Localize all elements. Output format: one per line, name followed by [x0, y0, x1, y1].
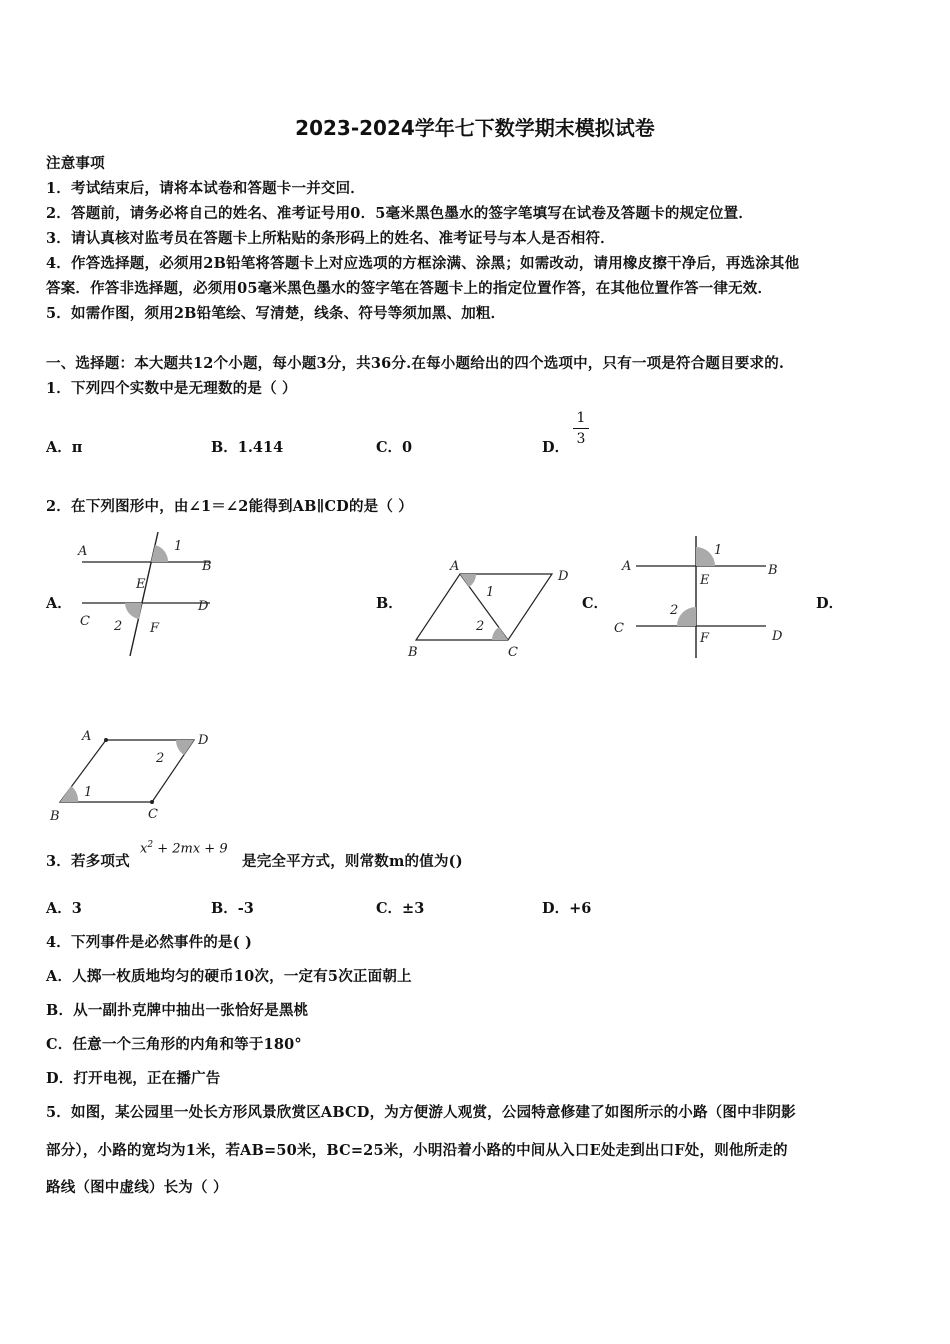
label-b: B [202, 559, 212, 574]
label-b: B [50, 809, 60, 824]
question-3-stem-pre: 3．若多项式 [46, 853, 130, 870]
q1-option-b: B．1.414 [211, 439, 284, 456]
angle-2-label: 2 [114, 619, 123, 634]
notice-item: 3．请认真核对监考员在答题卡上所粘贴的条形码上的姓名、准考证号与本人是否相符． [46, 230, 615, 247]
angle-1-label: 1 [486, 585, 495, 600]
label-a: A [450, 559, 460, 574]
label-a: A [78, 544, 88, 559]
label-c: C [614, 621, 624, 636]
label-d: D [198, 599, 209, 614]
angle-1-label: 1 [714, 543, 723, 558]
question-5-line: 路线（图中虚线）长为（ ） [46, 1179, 228, 1196]
question-3-stem-post: 是完全平方式，则常数m的值为() [242, 853, 463, 870]
label-e: E [136, 577, 146, 592]
poly-x: x [140, 841, 148, 857]
angle-1-mark [460, 574, 476, 587]
q4-option-a: A．人掷一枚质地均匀的硬币10次，一定有5次正面朝上 [46, 968, 412, 985]
label-f: F [700, 631, 710, 646]
angle-2-mark [176, 740, 194, 755]
fraction-numerator: 1 [576, 410, 586, 426]
angle-1-label: 1 [84, 785, 93, 800]
vertex-a-dot [104, 738, 108, 742]
notice-item: 答案．作答非选择题，必须用05毫米黑色墨水的签字笔在答题卡上的指定位置作答，在其他位置作答一律无效． [46, 280, 773, 297]
notice-item: 5．如需作图，须用2B铅笔绘、写清楚，线条、符号等须加黑、加粗． [46, 305, 506, 322]
poly-rest: + 2mx + 9 [153, 841, 228, 857]
section-heading: 一、选择题：本大题共12个小题，每小题3分，共36分.在每小题给出的四个选项中，只有一项是符合题目要求的. [46, 355, 785, 372]
q4-option-c: C．任意一个三角形的内角和等于180° [46, 1036, 302, 1053]
angle-2-mark [125, 603, 142, 619]
figure-a [70, 530, 230, 660]
question-1-stem: 1．下列四个实数中是无理数的是（ ） [46, 380, 297, 397]
fraction-denominator: 3 [576, 431, 586, 447]
angle-1-label: 1 [174, 539, 183, 554]
q1-option-c: C．0 [376, 439, 413, 456]
angle-1-mark [60, 786, 78, 802]
label-c: C [80, 614, 90, 629]
q3-option-b: B．-3 [211, 900, 254, 917]
label-d: D [772, 629, 783, 644]
label-d: D [198, 733, 209, 748]
q1-option-d: D． [542, 439, 570, 456]
parallelogram [60, 740, 194, 802]
poly-exponent: 2 [147, 840, 154, 850]
label-c: C [148, 807, 158, 822]
vertex-c-dot [150, 800, 154, 804]
angle-2-label: 2 [670, 603, 679, 618]
label-a: A [82, 729, 92, 744]
q3-option-c: C．±3 [376, 900, 425, 917]
figure-d [44, 724, 224, 828]
figure-b [404, 556, 579, 661]
notice-heading: 注意事项 [46, 155, 105, 172]
angle-1-mark [151, 545, 168, 562]
label-c: C [508, 645, 518, 660]
q3-option-a: A．3 [46, 900, 82, 917]
notice-item: 4．作答选择题，必须用2B铅笔将答题卡上对应选项的方框涂满、涂黑；如需改动，请用橡皮擦干净后，再选涂其他 [46, 255, 800, 272]
q1-option-a: A．π [46, 439, 83, 456]
label-e: E [700, 573, 710, 588]
label-a: A [622, 559, 632, 574]
question-5-line: 5．如图，某公园里一处长方形风景欣赏区ABCD，为方便游人观赏，公园特意修建了如图所示的小路（图中非阴影 [46, 1104, 796, 1121]
question-5-line: 部分），小路的宽均为1米，若AB=50米，BC=25米，小明沿着小路的中间从入口E处走到出口F处，则他所走的 [46, 1142, 788, 1159]
label-f: F [150, 621, 160, 636]
angle-2-mark [492, 627, 508, 640]
angle-1-mark [696, 547, 715, 566]
q2-label-a: A． [46, 595, 72, 612]
fraction-one-third [573, 410, 589, 447]
figure-c [610, 534, 790, 660]
question-2-stem: 2．在下列图形中，由∠1＝∠2能得到AB∥CD的是（ ） [46, 498, 414, 515]
q4-option-d: D．打开电视，正在播广告 [46, 1070, 221, 1087]
q2-label-c: C． [582, 595, 609, 612]
polynomial-expression [140, 840, 228, 856]
question-4-stem: 4．下列事件是必然事件的是( ) [46, 934, 253, 951]
angle-2-label: 2 [156, 751, 165, 766]
page-title: 2023-2024学年七下数学期末模拟试卷 [295, 116, 655, 140]
q3-option-d: D．+6 [542, 900, 592, 917]
label-b: B [768, 563, 778, 578]
q2-label-b: B． [376, 595, 403, 612]
q2-label-d: D． [816, 595, 844, 612]
angle-2-label: 2 [476, 619, 485, 634]
fraction-bar [573, 428, 589, 429]
angle-2-mark [677, 607, 696, 626]
q4-option-b: B．从一副扑克牌中抽出一张恰好是黑桃 [46, 1002, 309, 1019]
notice-item: 2．答题前，请务必将自己的姓名、准考证号用0．5毫米黑色墨水的签字笔填写在试卷及答题卡的规定位置． [46, 205, 754, 222]
label-d: D [558, 569, 569, 584]
notice-item: 1．考试结束后，请将本试卷和答题卡一并交回． [46, 180, 365, 197]
label-b: B [408, 645, 418, 660]
